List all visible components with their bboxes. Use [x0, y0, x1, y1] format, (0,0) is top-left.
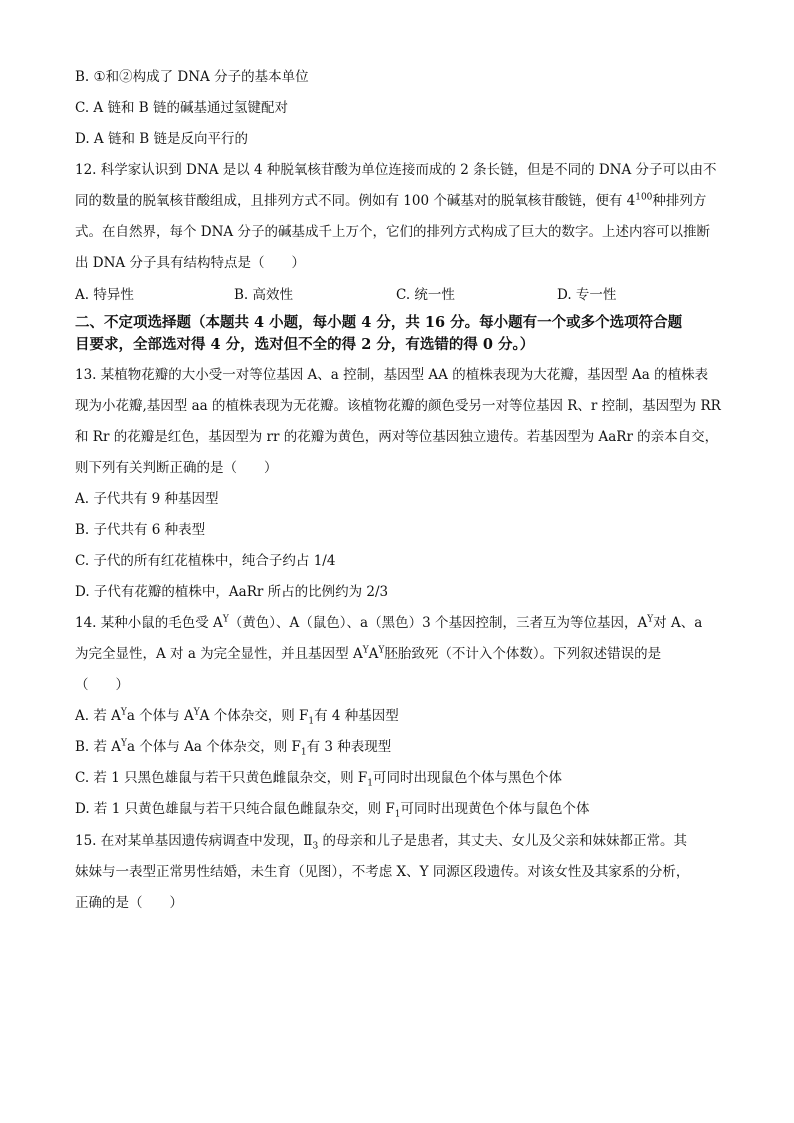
q14-option-b — [75, 738, 725, 756]
q14-subscript: 1 — [308, 716, 315, 727]
q15-stem-line-1 — [75, 832, 725, 850]
q12-exponent: 100 — [635, 192, 653, 203]
q12-stem-text: 种排列方 — [652, 193, 707, 209]
q13-option-a: A. 子代共有 9 种基因型 — [75, 491, 219, 507]
q11-option-d: D. A 链和 B 链是反向平行的 — [75, 131, 248, 147]
q12-option-b: B. 高效性 — [234, 287, 294, 303]
q14-text: （黄色）、A（鼠色）、a（黑色）3 个基因控制，三者互为等位基因，A — [228, 615, 648, 631]
q15-subscript: 3 — [312, 841, 319, 852]
q14-text: 可同时出现鼠色个体与黑色个体 — [373, 770, 562, 786]
q13-option-c: C. 子代的所有红花植株中，纯合子约占 1/4 — [75, 553, 336, 569]
q14-option-c — [75, 769, 725, 787]
q11-option-c: C. A 链和 B 链的碱基通过氢键配对 — [75, 100, 288, 116]
q14-superscript: Y — [193, 707, 200, 718]
q11-option-b: B. ①和②构成了 DNA 分子的基本单位 — [75, 69, 309, 85]
q12-stem-line-1: 12. 科学家认识到 DNA 是以 4 种脱氧核苷酸为单位连接而成的 2 条长链，但是不同的 DNA 分子可以由不 — [75, 162, 717, 178]
q14-superscript: Y — [647, 614, 654, 625]
q14-option-d — [75, 800, 725, 818]
q14-text: a 个体与 Aa 个体杂交，则 F — [127, 739, 301, 755]
q14-subscript: 1 — [367, 778, 373, 789]
q14-text: 14. 某种小鼠的毛色受 A — [75, 615, 223, 631]
q13-stem-line-4: 则下列有关判断正确的是（ ） — [75, 460, 278, 476]
q15-stem-line-3: 正确的是（ ） — [75, 895, 183, 911]
q14-text: 胚胎致死（不计入个体数）。下列叙述错误的是 — [384, 646, 662, 662]
q14-superscript: Y — [362, 645, 369, 656]
q12-option-d: D. 专一性 — [557, 287, 617, 303]
q14-text: 有 4 种基因型 — [314, 708, 399, 724]
q14-superscript: Y — [378, 645, 385, 656]
section-2-heading-line-2: 目要求，全部选对得 4 分，选对但不全的得 2 分，有选错的得 0 分。） — [75, 336, 535, 353]
section-2-heading-line-1: 二、不定项选择题（本题共 4 小题，每小题 4 分，共 16 分。每小题有一个或多个选项符合题 — [75, 314, 683, 331]
q14-stem-line-1 — [75, 614, 725, 632]
q13-stem-line-1: 13. 某植物花瓣的大小受一对等位基因 A、a 控制，基因型 AA 的植株表现为大花瓣，基因型 Aa 的植株表 — [75, 367, 709, 383]
q14-text: 对 A、a — [653, 615, 703, 631]
q12-stem-line-2 — [75, 192, 725, 210]
q14-stem-line-2 — [75, 645, 725, 663]
q14-superscript: Y — [121, 738, 127, 749]
q12-option-c: C. 统一性 — [396, 287, 455, 303]
q14-text: 为完全显性，A 对 a 为完全显性，并且基因型 A — [75, 646, 363, 662]
q12-stem-text: 同的数量的脱氧核苷酸组成，且排列方式不同。例如有 100 个碱基对的脱氧核苷酸链，便有 4 — [75, 193, 636, 209]
q14-text: A 个体杂交，则 F — [199, 708, 309, 724]
q12-option-a: A. 特异性 — [75, 287, 134, 303]
q14-superscript: Y — [222, 614, 229, 625]
q14-text: B. 若 A — [75, 739, 122, 755]
q13-option-d: D. 子代有花瓣的植株中，AaRr 所占的比例约为 2/3 — [75, 584, 389, 600]
q14-text: 有 3 种表现型 — [306, 739, 392, 755]
q15-text: 的母亲和儿子是患者，其丈夫、女儿及父亲和妹妹都正常。其 — [318, 833, 687, 849]
q14-text: a 个体与 A — [126, 708, 194, 724]
q14-text: A — [368, 646, 379, 662]
q14-subscript: 1 — [300, 747, 307, 758]
q14-text: 可同时出现黄色个体与鼠色个体 — [400, 801, 590, 817]
q14-subscript: 1 — [394, 809, 401, 820]
q12-stem-line-3: 式。在自然界，每个 DNA 分子的碱基成千上万个，它们的排列方式构成了巨大的数字。上述内容可以推断 — [75, 224, 710, 240]
q14-option-a — [75, 707, 725, 725]
q13-stem-line-2: 现为小花瓣,基因型 aa 的植株表现为无花瓣。该植物花瓣的颜色受另一对等位基因 R、r 控制，基因型为 RR — [75, 398, 721, 414]
q14-superscript: Y — [120, 707, 127, 718]
q13-stem-line-3: 和 Rr 的花瓣是红色，基因型为 rr 的花瓣为黄色，两对等位基因独立遗传。若基因型为 AaRr 的亲本自交， — [75, 429, 719, 445]
q12-stem-line-4: 出 DNA 分子具有结构特点是（ ） — [75, 255, 305, 271]
q14-text: D. 若 1 只黄色雄鼠与若干只纯合鼠色雌鼠杂交，则 F — [75, 801, 395, 817]
q15-text: 15. 在对某单基因遗传病调查中发现，Ⅱ — [75, 833, 313, 849]
q13-option-b: B. 子代共有 6 种表型 — [75, 522, 206, 538]
q15-stem-line-2: 妹妹与一表型正常男性结婚，未生育（见图），不考虑 X、Y 同源区段遗传。对该女性及其家系的分析， — [75, 864, 690, 880]
q14-text: C. 若 1 只黑色雄鼠与若干只黄色雌鼠杂交，则 F — [75, 770, 368, 786]
q14-text: A. 若 A — [75, 708, 121, 724]
q14-stem-line-3: （ ） — [75, 677, 129, 693]
